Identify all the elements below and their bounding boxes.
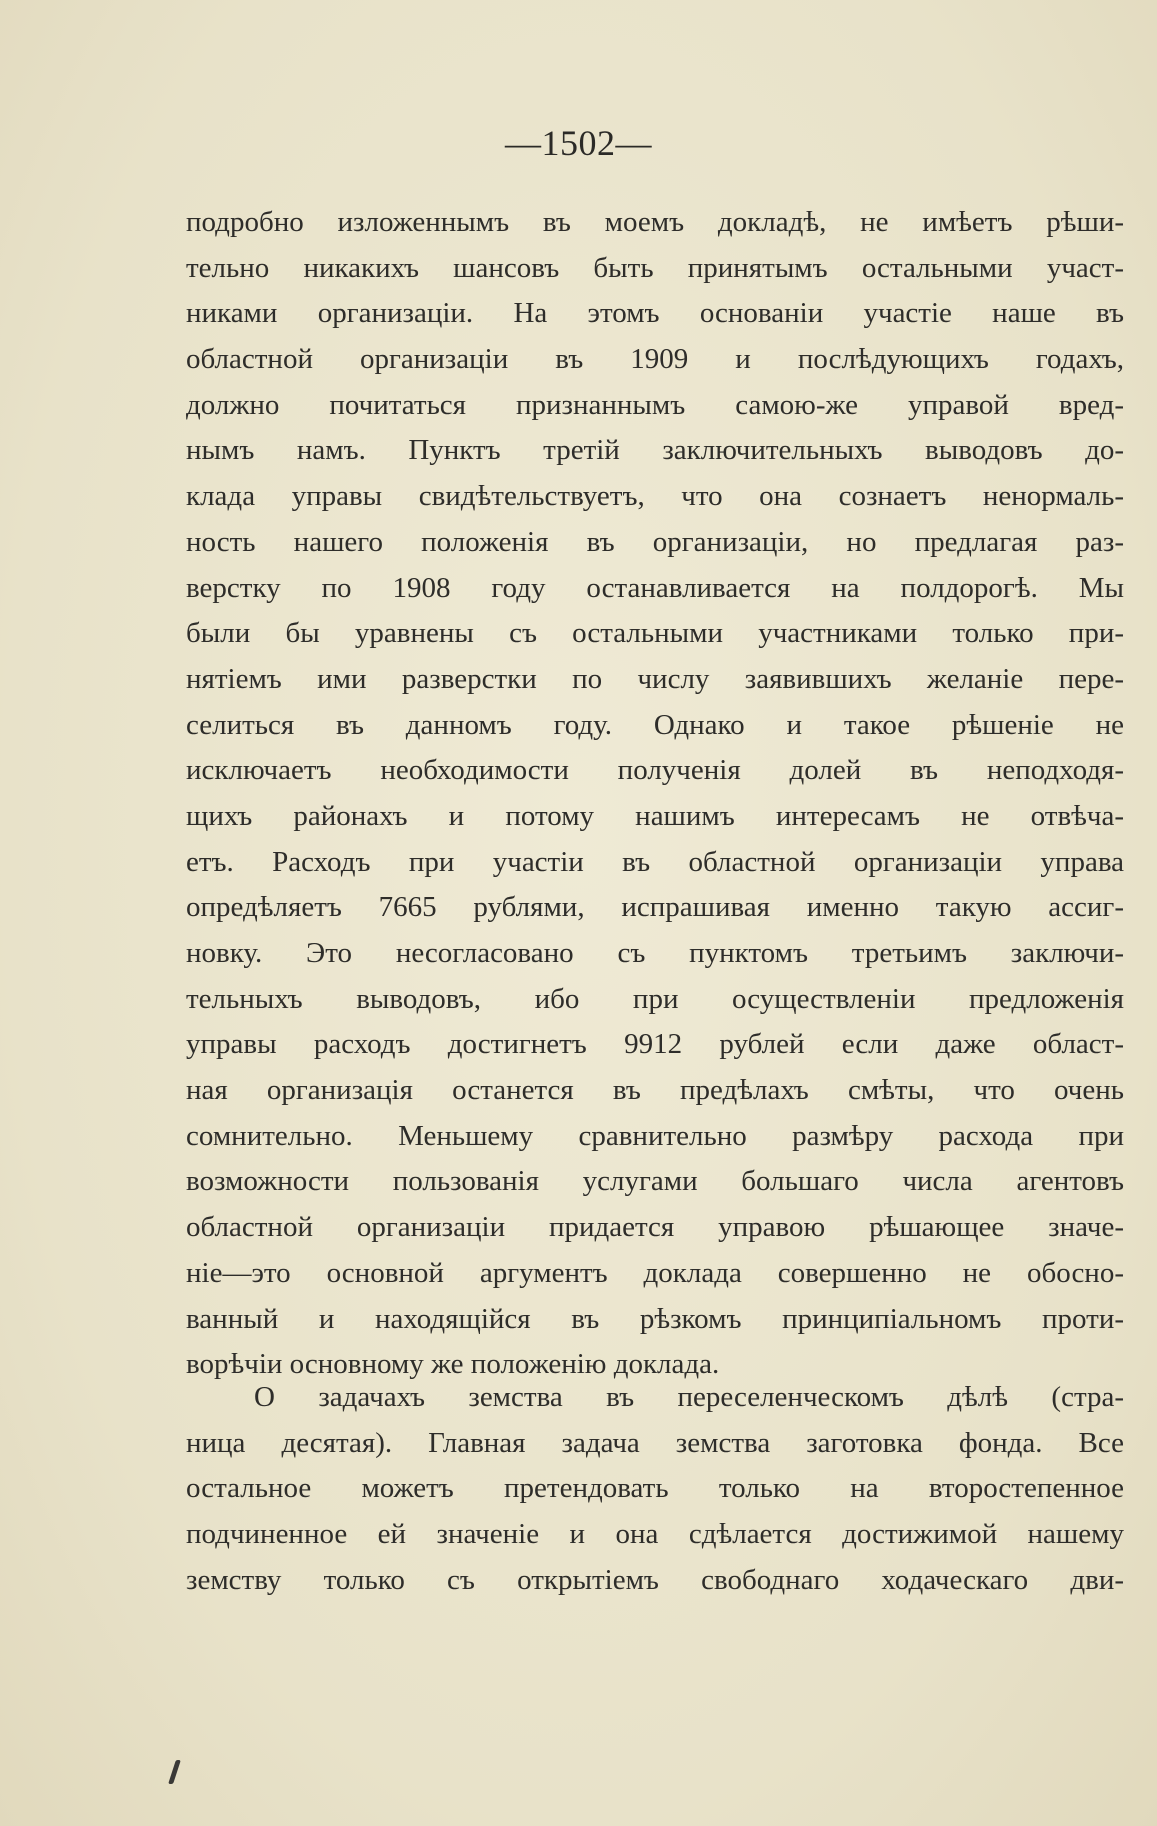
text-line: ванный и находящійся въ рѣзкомъ принципіальномъ проти-	[186, 1302, 1124, 1335]
text-line: верстку по 1908 году останавливается на полдорогѣ. Мы	[186, 571, 1124, 604]
text-line: подробно изложеннымъ въ моемъ докладѣ, не имѣетъ рѣши-	[186, 206, 1124, 238]
text-line: новку. Это несогласовано съ пунктомъ третьимъ заключи-	[186, 937, 1124, 969]
ink-mark	[168, 1760, 181, 1784]
text-line: щихъ районахъ и потому нашимъ интересамъ не отвѣча-	[186, 799, 1124, 832]
text-line: клада управы свидѣтельствуетъ, что она сознаетъ ненормаль-	[186, 480, 1124, 513]
text-line: земству только съ открытіемъ свободнаго ходаческаго дви-	[186, 1563, 1124, 1596]
text-line: селиться въ данномъ году. Однако и такое рѣшеніе не	[186, 708, 1124, 741]
paragraph-1	[186, 200, 1124, 1388]
text-line: О задачахъ земства въ переселенческомъ дѣлѣ (стра-	[254, 1381, 1124, 1413]
text-line: областной организаціи въ 1909 и послѣдующихъ годахъ,	[186, 343, 1124, 376]
text-line: тельныхъ выводовъ, ибо при осуществленіи предложенія	[186, 982, 1124, 1015]
text-line: ворѣчіи основному же положенію доклада.	[186, 1348, 720, 1381]
text-line: ная организація останется въ предѣлахъ смѣты, что очень	[186, 1074, 1124, 1107]
page-number: —1502—	[505, 123, 652, 163]
text-line: опредѣляетъ 7665 рублями, испрашивая именно такую ассиг-	[186, 891, 1124, 924]
text-line: подчиненное ей значеніе и она сдѣлается достижимой нашему	[186, 1518, 1124, 1551]
text-line: никами организаціи. На этомъ основаніи участіе наше въ	[186, 297, 1124, 330]
text-line: возможности пользованія услугами большаго числа агентовъ	[186, 1165, 1124, 1198]
text-line: должно почитаться признаннымъ самою-же управой вред-	[186, 388, 1124, 421]
text-line: ность нашего положенія въ организаціи, но предлагая раз-	[186, 525, 1124, 558]
text-line: областной организаціи придается управою рѣшающее значе-	[186, 1211, 1124, 1244]
text-line: остальное можетъ претендовать только на второстепенное	[186, 1472, 1124, 1505]
text-line: сомнительно. Меньшему сравнительно размѣру расхода при	[186, 1119, 1124, 1152]
text-line: были бы уравнены съ остальными участниками только при-	[186, 617, 1124, 650]
text-line: управы расходъ достигнетъ 9912 рублей если даже област-	[186, 1028, 1124, 1061]
text-line: нымъ намъ. Пунктъ третій заключительныхъ выводовъ до-	[186, 434, 1124, 467]
text-line: ніе—это основной аргументъ доклада совершенно не обосно-	[186, 1256, 1124, 1289]
paragraph-2	[186, 1375, 1124, 1603]
text-line: ница десятая). Главная задача земства заготовка фонда. Все	[186, 1426, 1124, 1459]
text-line: етъ. Расходъ при участіи въ областной организаціи управа	[186, 845, 1124, 878]
text-line: нятіемъ ими разверстки по числу заявившихъ желаніе пере-	[186, 662, 1124, 695]
text-line: исключаетъ необходимости полученія долей въ неподходя-	[186, 754, 1124, 787]
text-line: тельно никакихъ шансовъ быть принятымъ остальными участ-	[186, 251, 1124, 284]
